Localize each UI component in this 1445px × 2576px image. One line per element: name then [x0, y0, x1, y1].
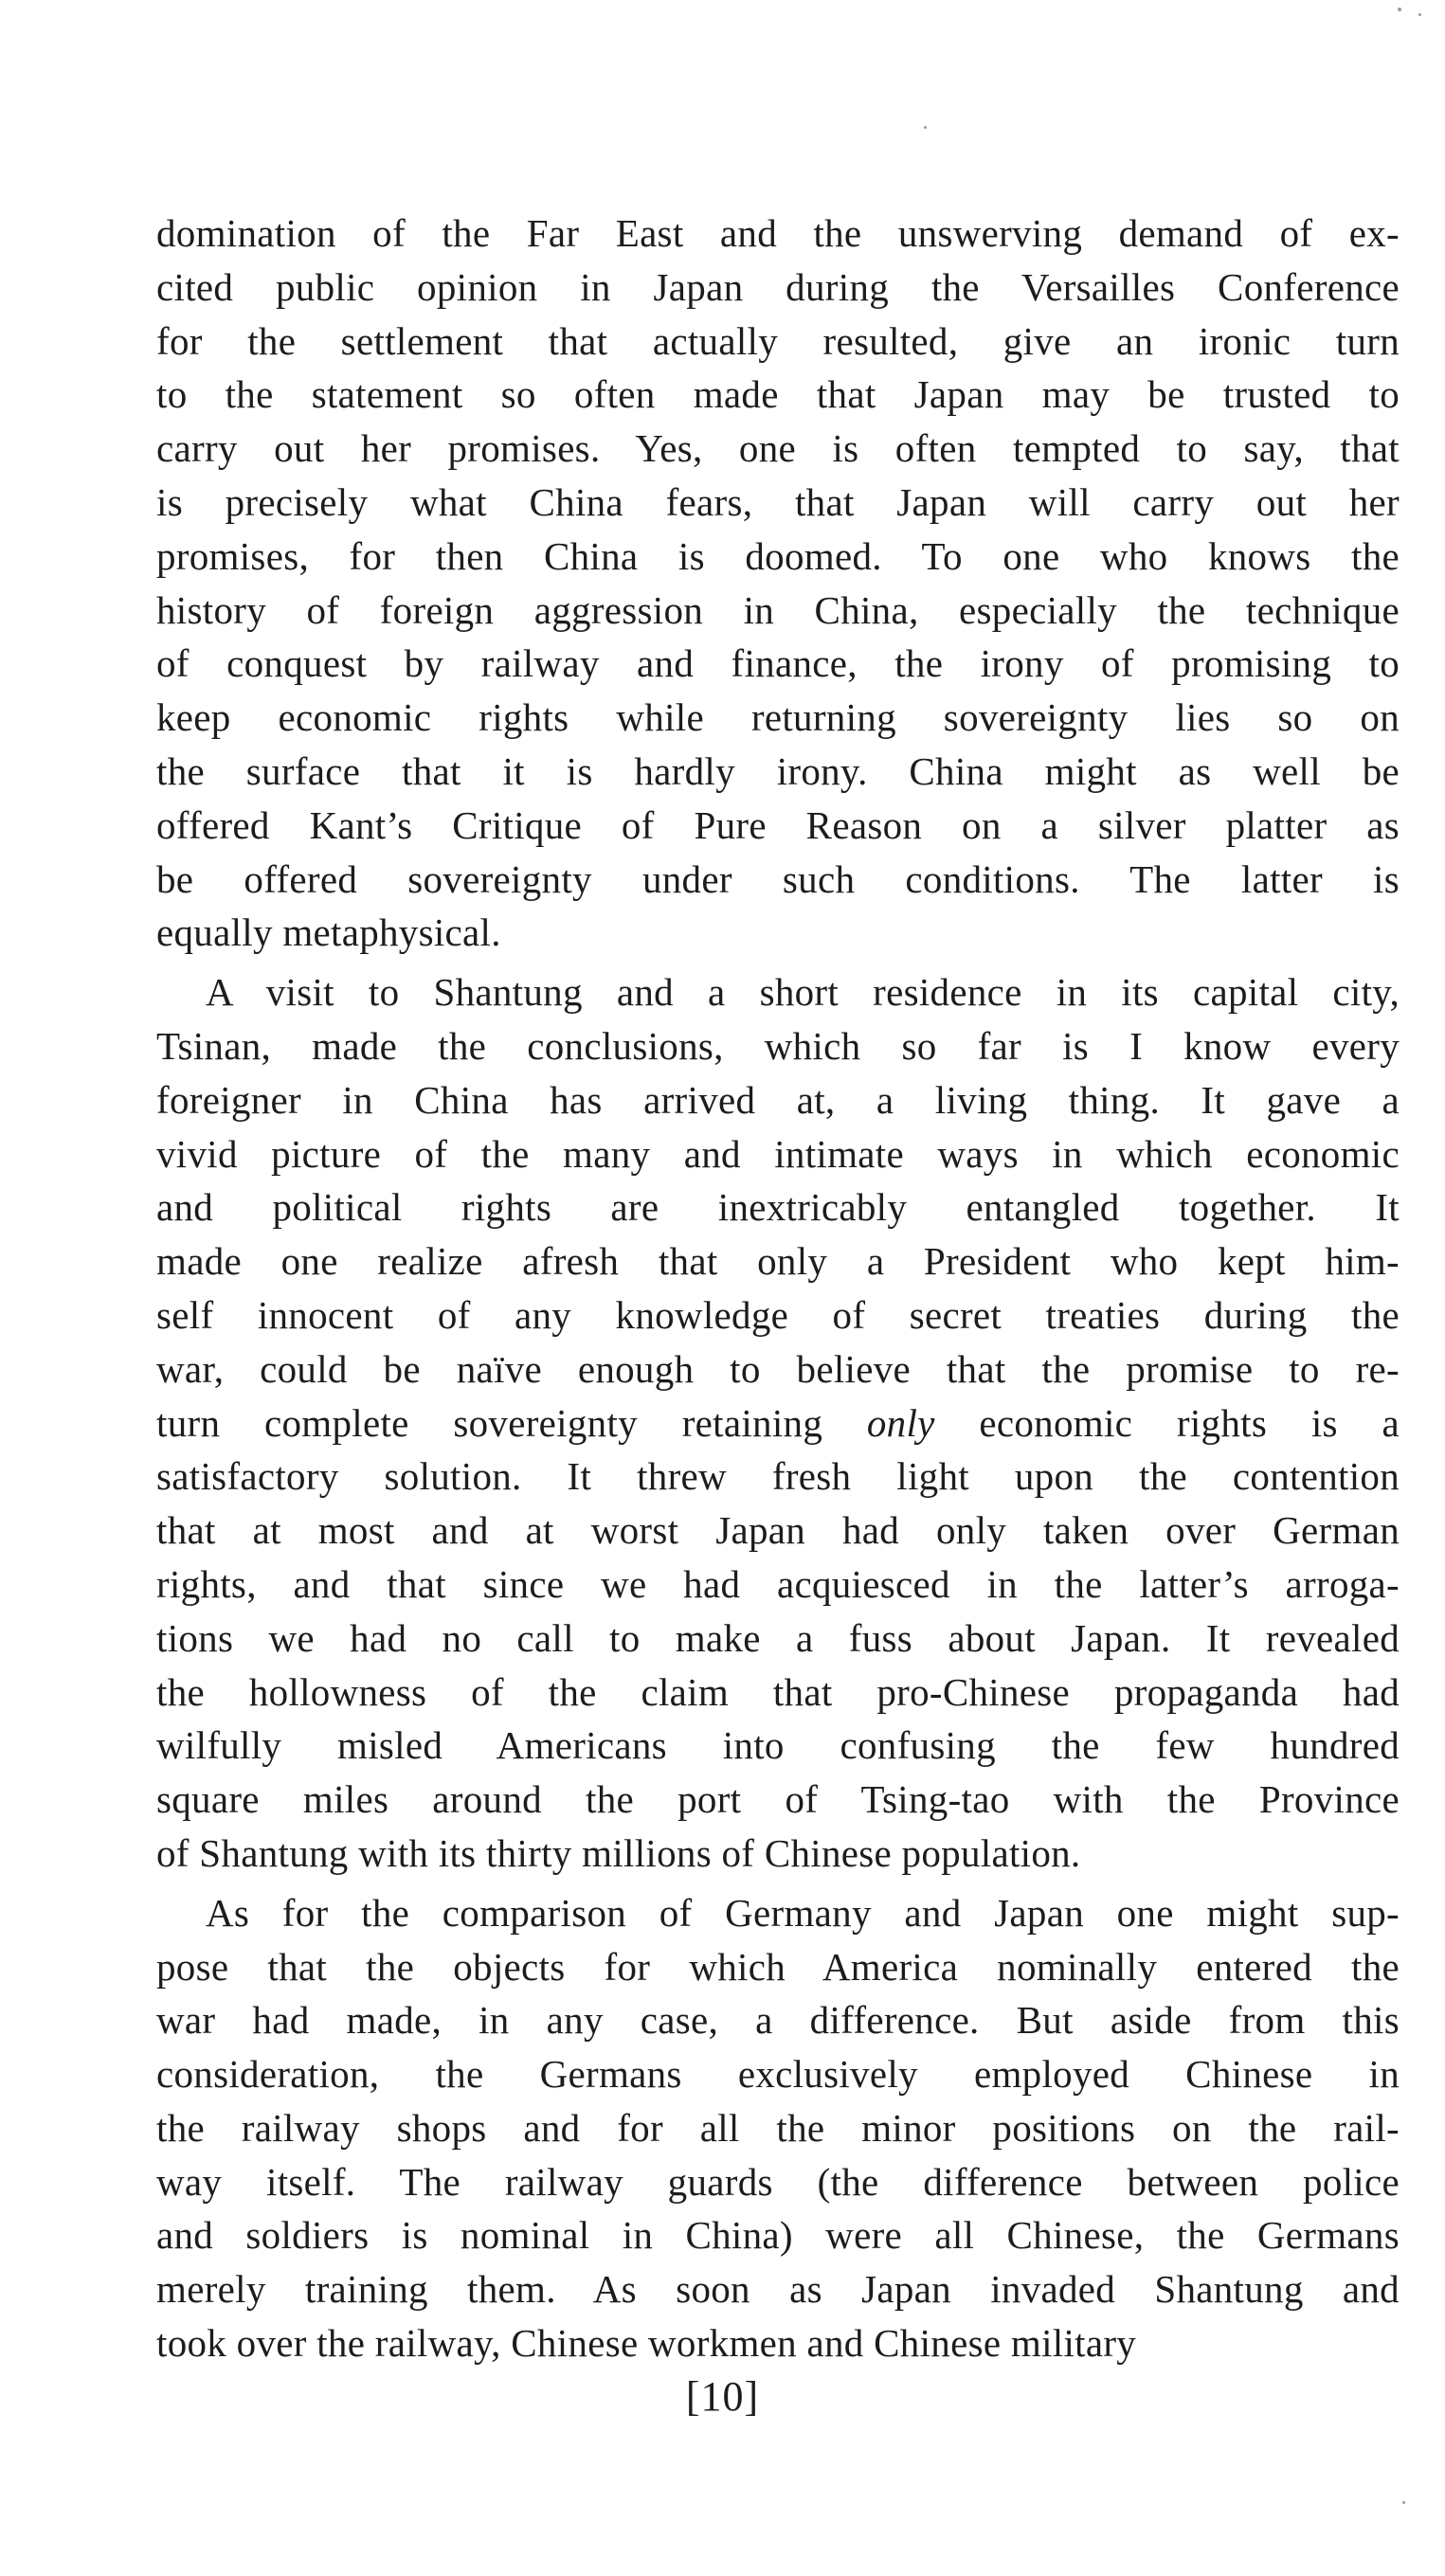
text-line: wilfully misled Americans into confusing the few hundred [156, 1723, 1400, 1768]
text-line: made one realize afresh that only a President who kept him- [156, 1239, 1400, 1284]
text-line: is precisely what China fears, that Japan will carry out her [156, 479, 1400, 524]
text-line: history of foreign aggression in China, especially the technique [156, 587, 1400, 632]
text-line: As for the comparison of Germany and Japan one might sup- [206, 1890, 1400, 1935]
emphasis: only [866, 1400, 935, 1445]
text-line: war had made, in any case, a difference. But aside from this [156, 1998, 1400, 2043]
text-line: and political rights are inextricably entangled together. It [156, 1185, 1400, 1230]
text-line: to the statement so often made that Japan may be trusted to [156, 372, 1400, 417]
text-line: for the settlement that actually resulted, give an ironic turn [156, 318, 1400, 363]
text-line: consideration, the Germans exclusively employed Chinese in [156, 2052, 1400, 2097]
text-line: cited public opinion in Japan during the Versailles Conference [156, 264, 1400, 309]
text-line: Tsinan, made the conclusions, which so far is I know every [156, 1023, 1400, 1068]
text-line: that at most and at worst Japan had only taken over German [156, 1508, 1400, 1553]
body-text [156, 207, 1400, 2370]
text-line: of conquest by railway and finance, the irony of promising to [156, 641, 1400, 686]
text-line: way itself. The railway guards (the difference between police [156, 2159, 1400, 2204]
text-line: merely training them. As soon as Japan invaded Shantung and [156, 2267, 1400, 2312]
text-line: turn complete sovereignty retaining only economic rights is a [156, 1400, 1400, 1445]
text-line: square miles around the port of Tsing-tao with the Province [156, 1777, 1400, 1822]
text-line: the hollowness of the claim that pro-Chinese propaganda had [156, 1669, 1400, 1714]
text-line: tions we had no call to make a fuss about Japan. It revealed [156, 1615, 1400, 1660]
text-line: offered Kant’s Critique of Pure Reason on a silver platter as [156, 802, 1400, 847]
text-line: satisfactory solution. It threw fresh light upon the contention [156, 1454, 1400, 1499]
text-line: rights, and that since we had acquiesced in the latter’s arroga- [156, 1561, 1400, 1606]
text-line: the railway shops and for all the minor positions on the rail- [156, 2105, 1400, 2150]
paragraph [156, 965, 1400, 1881]
text-line: domination of the Far East and the unswerving demand of ex- [156, 211, 1400, 255]
paragraph [156, 1886, 1400, 2370]
scan-speck [1398, 8, 1401, 11]
text-line: self innocent of any knowledge of secret treaties during the [156, 1292, 1400, 1337]
text-line: promises, for then China is doomed. To one who knows the [156, 533, 1400, 578]
paragraph [156, 207, 1400, 960]
page-number: [10] [685, 2373, 760, 2420]
scan-speck [924, 126, 927, 129]
text-line: of Shantung with its thirty millions of Chinese population. [156, 1830, 1081, 1875]
text-line: pose that the objects for which America nominally entered the [156, 1944, 1400, 1989]
text-line: carry out her promises. Yes, one is often tempted to say, that [156, 426, 1400, 471]
text-line: the surface that it is hardly irony. China might as well be [156, 748, 1400, 793]
text-line: foreigner in China has arrived at, a living thing. It gave a [156, 1077, 1400, 1122]
scan-speck [1402, 2501, 1405, 2504]
text-line: and soldiers is nominal in China) were all Chinese, the Germans [156, 2213, 1400, 2258]
text-line: keep economic rights while returning sovereignty lies so on [156, 695, 1400, 740]
text-line: A visit to Shantung and a short residence in its capital city, [206, 970, 1400, 1015]
text-line: took over the railway, Chinese workmen and Chinese military [156, 2321, 1137, 2366]
text-line: be offered sovereignty under such conditions. The latter is [156, 856, 1400, 901]
text-line: war, could be naïve enough to believe that the promise to re- [156, 1346, 1400, 1391]
text-line: equally metaphysical. [156, 910, 501, 955]
text-line: vivid picture of the many and intimate ways in which economic [156, 1131, 1400, 1176]
scan-speck [1418, 13, 1421, 16]
